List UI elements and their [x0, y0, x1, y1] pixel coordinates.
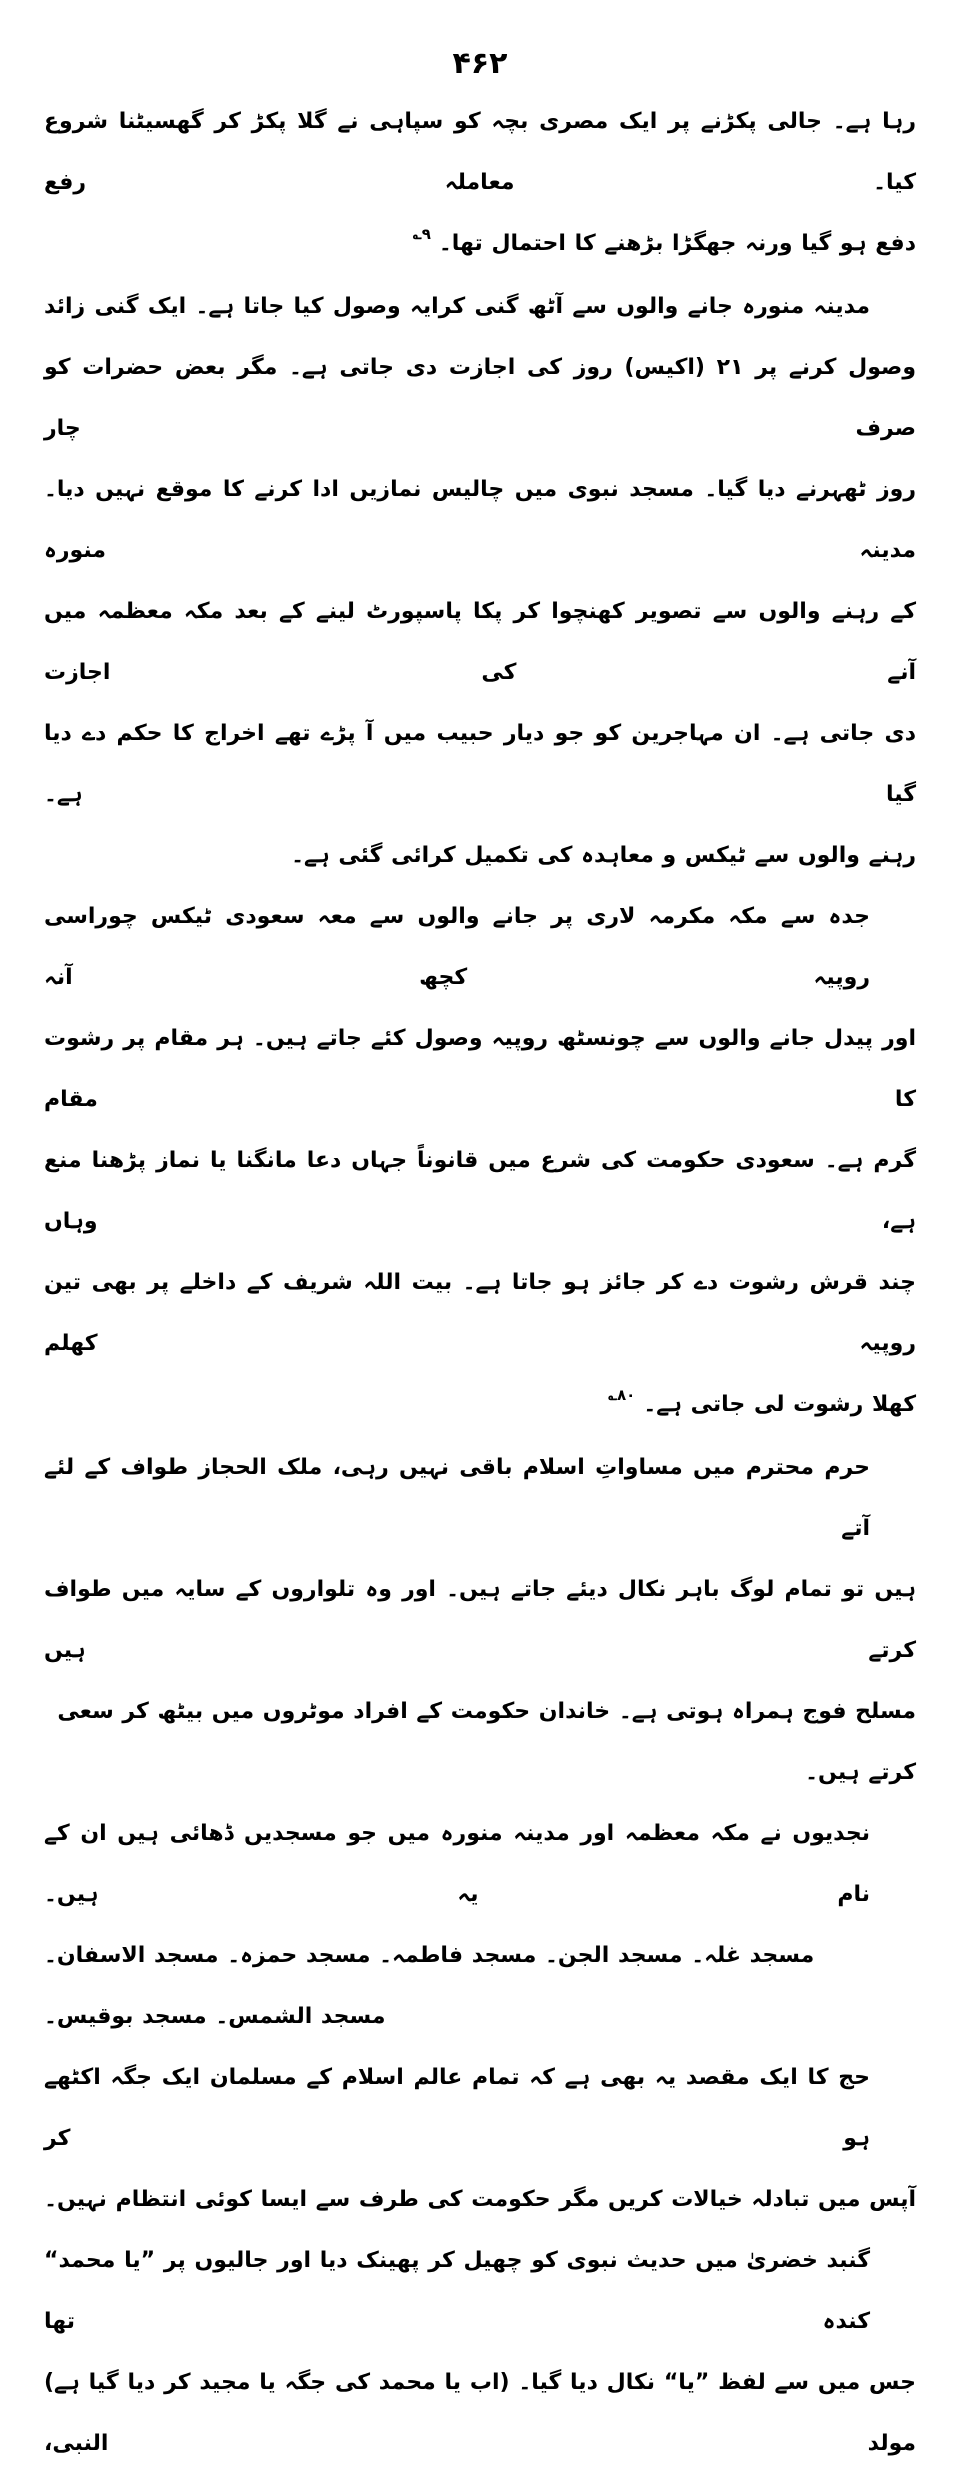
paragraph — [44, 276, 916, 886]
line-text: ہیں تو تمام لوگ باہر نکال دیئے جاتے ہیں۔ اور وہ تلواروں کے سایہ میں طواف کرتے ہیں — [44, 1577, 916, 1663]
text-line — [44, 1374, 916, 1437]
text-line — [44, 459, 916, 581]
text-line — [44, 1252, 916, 1374]
line-text: دفع ہو گیا ورنہ جھگڑا بڑھنے کا احتمال تھا۔ — [438, 231, 916, 256]
line-text: گرم ہے۔ سعودی حکومت کی شرع میں قانوناً جہاں دعا مانگنا یا نماز پڑھنا منع ہے، وہاں — [44, 1148, 916, 1234]
page-number: ۴۶۲ — [452, 46, 508, 81]
scanned-page — [0, 46, 960, 2456]
text-line — [44, 1681, 916, 1803]
text-line — [44, 1008, 916, 1130]
text-line — [44, 1437, 916, 1559]
text-line — [44, 213, 916, 276]
text-body — [44, 91, 916, 2474]
text-line — [44, 703, 916, 825]
paragraph — [44, 2047, 916, 2230]
text-line — [44, 337, 916, 459]
text-line — [44, 1803, 916, 1925]
paragraph — [44, 91, 916, 276]
line-text: حج کا ایک مقصد یہ بھی ہے کہ تمام عالم اسلام کے مسلمان ایک جگہ اکٹھے ہو کر — [44, 2065, 870, 2151]
text-line — [44, 2352, 916, 2474]
text-line — [44, 1986, 916, 2047]
line-text: آپس میں تبادلہ خیالات کریں مگر حکومت کی طرف سے ایسا کوئی انتظام نہیں۔ — [44, 2187, 916, 2212]
line-text: مسجد غلہ۔ مسجد الجن۔ مسجد فاطمہ۔ مسجد حمزہ۔ مسجد الاسفان۔ — [44, 1943, 815, 1968]
line-text: جدہ سے مکہ مکرمہ لاری پر جانے والوں سے معہ سعودی ٹیکس چوراسی روپیہ کچھ آنہ — [44, 904, 870, 990]
line-text: نجدیوں نے مکہ معظمہ اور مدینہ منورہ میں جو مسجدیں ڈھائی ہیں ان کے نام یہ ہیں۔ — [44, 1821, 870, 1907]
line-text: کے رہنے والوں سے تصویر کھنچوا کر پکا پاسپورٹ لینے کے بعد مکہ معظمہ میں آنے کی اجازت — [44, 599, 916, 685]
text-line — [44, 825, 916, 886]
text-line — [44, 2169, 916, 2230]
line-text: دی جاتی ہے۔ ان مہاجرین کو جو دیار حبیب میں آ پڑے تھے اخراج کا حکم دے دیا گیا ہے۔ — [44, 721, 916, 807]
line-text: رہا ہے۔ جالی پکڑنے پر ایک مصری بچہ کو سپاہی نے گلا پکڑ کر گھسیٹنا شروع کیا۔ معاملہ رفع — [44, 109, 916, 195]
line-text: مسلح فوج ہمراہ ہوتی ہے۔ خاندان حکومت کے افراد موٹروں میں بیٹھ کر سعی کرتے ہیں۔ — [57, 1699, 916, 1785]
line-text: مدینہ منورہ جانے والوں سے آٹھ گنی کرایہ وصول کیا جاتا ہے۔ ایک گنی زائد — [44, 294, 870, 319]
paragraph — [44, 1803, 916, 2047]
line-text: گنبد خضریٰ میں حدیث نبوی کو چھیل کر پھینک دیا اور جالیوں پر ”یا محمد“ کندہ تھا — [44, 2248, 870, 2334]
line-text: حرم محترم میں مساواتِ اسلام باقی نہیں رہی، ملک الحجاز طواف کے لئے آتے — [44, 1455, 870, 1541]
paragraph — [44, 1437, 916, 1803]
line-text: جس میں سے لفظ ”یا“ نکال دیا گیا۔ (اب یا محمد کی جگہ یا مجید کر دیا گیا ہے) مولد النبی، — [44, 2370, 916, 2456]
line-text: وصول کرنے پر ۲۱ (اکیس) روز کی اجازت دی جاتی ہے۔ مگر بعض حضرات کو صرف چار — [44, 355, 916, 441]
line-text: روز ٹھہرنے دیا گیا۔ مسجد نبوی میں چالیس نمازیں ادا کرنے کا موقع نہیں دیا۔ مدینہ منورہ — [44, 477, 916, 563]
text-line — [44, 886, 916, 1008]
text-line — [44, 276, 916, 337]
text-line — [44, 2047, 916, 2169]
line-text: مسجد الشمس۔ مسجد بوقیس۔ — [44, 2004, 386, 2029]
paragraph — [44, 2230, 916, 2474]
line-text: کھلا رشوت لی جاتی ہے۔ — [643, 1392, 916, 1417]
paragraph — [44, 886, 916, 1437]
text-line — [44, 1130, 916, 1252]
line-text: اور پیدل جانے والوں سے چونسٹھ روپیہ وصول کئے جاتے ہیں۔ ہر مقام پر رشوت کا مقام — [44, 1026, 916, 1112]
text-line — [44, 2230, 916, 2352]
line-text: چند قرش رشوت دے کر جائز ہو جاتا ہے۔ بیت اللہ شریف کے داخلے پر بھی تین روپیہ کھلم — [44, 1270, 916, 1356]
text-line — [44, 91, 916, 213]
text-line — [44, 581, 916, 703]
text-line — [44, 1925, 916, 1986]
footnote-marker: ۹؎ — [412, 225, 431, 243]
line-text: رہنے والوں سے ٹیکس و معاہدہ کی تکمیل کرائی گئی ہے۔ — [291, 843, 916, 868]
footnote-marker: ۸۰؎ — [608, 1386, 636, 1404]
text-line — [44, 1559, 916, 1681]
